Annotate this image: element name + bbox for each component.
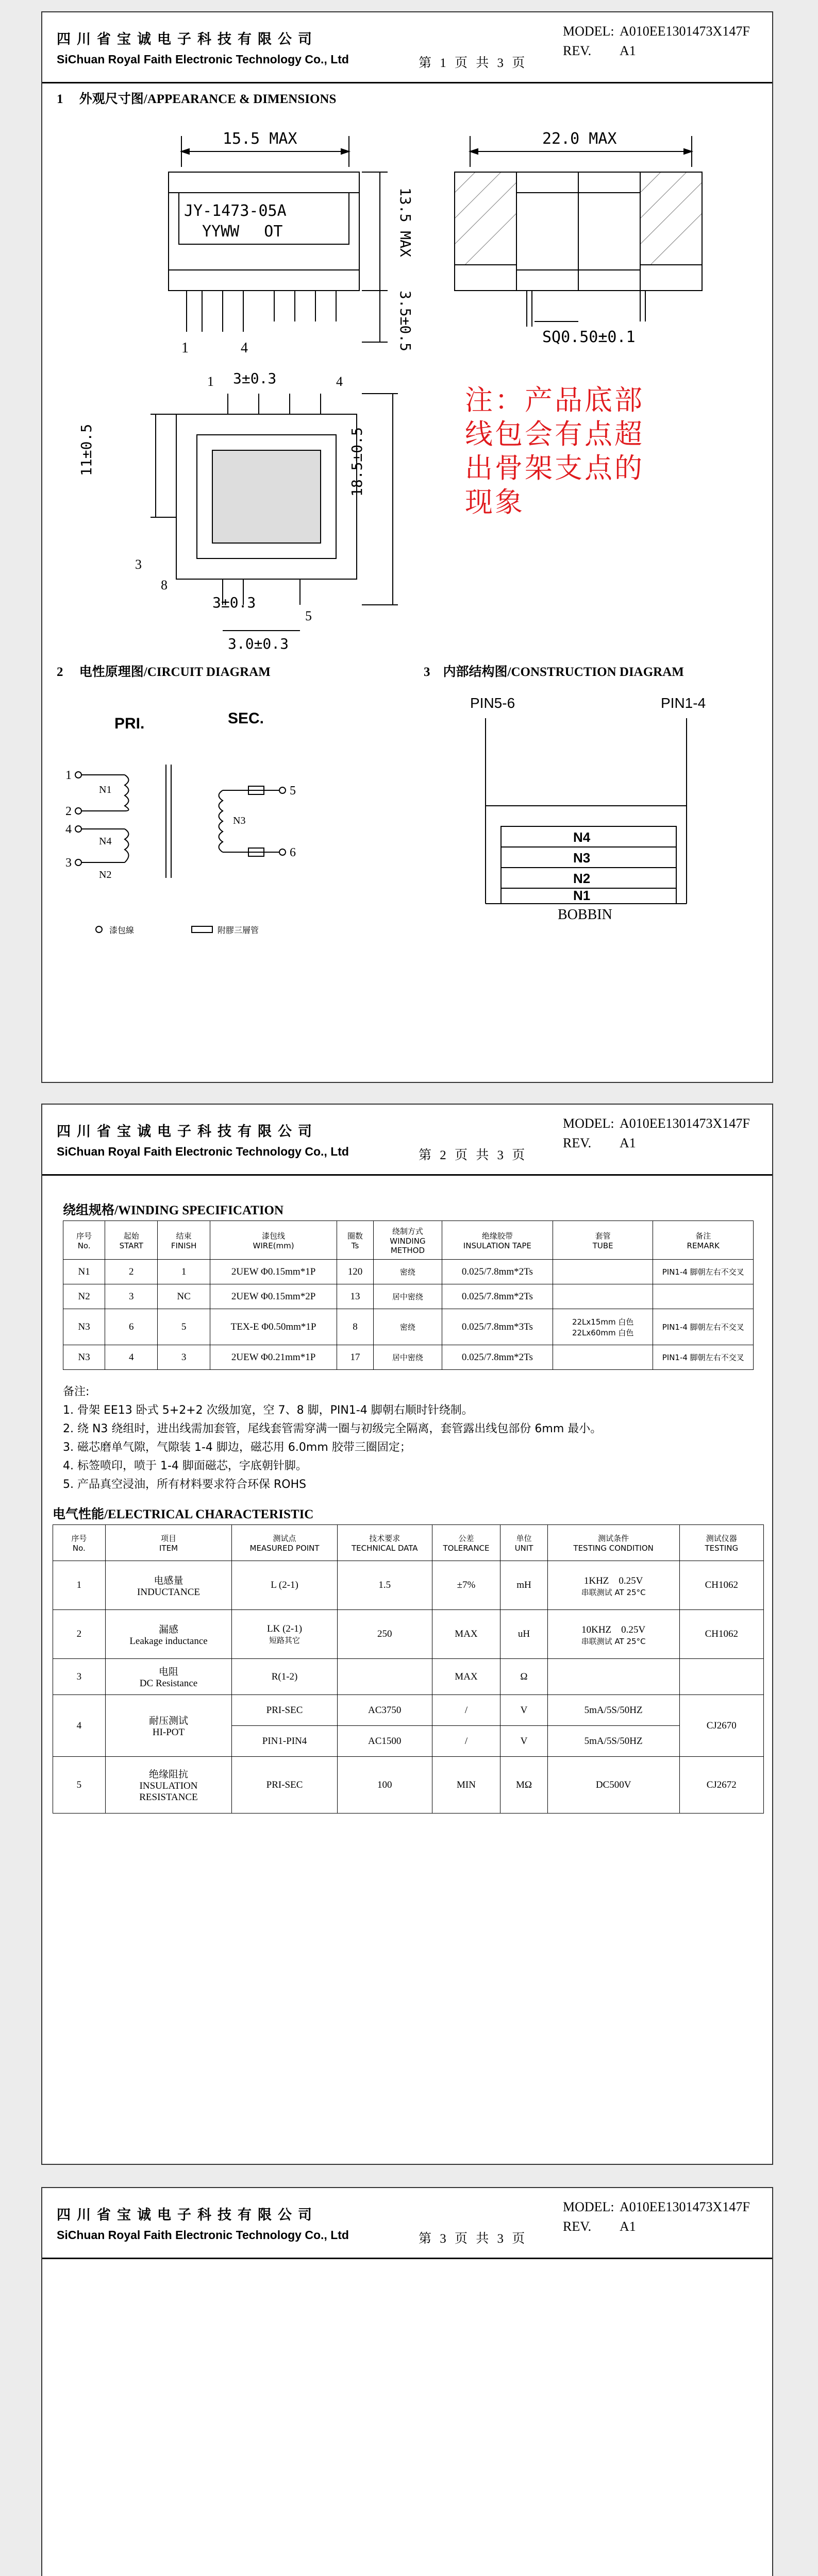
side-view-drawing <box>424 115 733 347</box>
bobbin-label: BOBBIN <box>558 907 612 923</box>
legend-tube: 附膠三層管 <box>218 926 259 935</box>
pin-2: 2 <box>65 805 72 818</box>
rev-value: A1 <box>620 1136 636 1150</box>
model-label: MODEL: <box>563 24 614 39</box>
model-value: A010EE1301473X147F <box>620 2199 750 2214</box>
table-header-row: 序号 No. 项目 ITEM 测试点 MEASURED POINT 技术要求 TECHNICAL DATA 公差 TOLERANCE 单位 UNIT 测试条件 TESTING CONDITION 测试仪器 TESTING <box>53 1525 764 1561</box>
model-block <box>563 1114 750 1153</box>
notes-block <box>63 1383 602 1494</box>
table-row: N2 3 NC 2UEW Φ0.15mm*2P 13 居中密绕 0.025/7.8mm*2Ts <box>63 1284 754 1309</box>
model-value: A010EE1301473X147F <box>620 1116 750 1131</box>
note-item: 3. 磁芯磨单气隙，气隙装 1-4 脚边，磁芯用 6.0mm 胶带三圈固定； <box>63 1441 411 1454</box>
section-title-dimensions: 1 外观尺寸图/APPEARANCE & DIMENSIONS <box>57 92 337 106</box>
winding-n4: N4 <box>99 836 112 847</box>
rev-label: REV. <box>563 2219 592 2234</box>
note-item: 4. 标签喷印，喷于 1-4 脚面磁芯，字底朝针脚。 <box>63 1460 307 1472</box>
table-row: N3 6 5 TEX-E Φ0.50mm*1P 8 密绕 0.025/7.8mm*3Ts 22Lx15mm 白色 22Lx60mm 白色 PIN1-4 脚朝左右不交叉 <box>63 1309 754 1345</box>
page-1 <box>41 11 773 1083</box>
pin-label-4: 4 <box>241 340 248 356</box>
model-block <box>563 22 750 61</box>
dim-3-c: 3.0±0.3 <box>228 635 289 652</box>
label-sec: SEC. <box>228 710 264 727</box>
note-item: 1. 骨架 EE13 卧式 5+2+2 次级加宽，空 7、8 脚，PIN1-4 脚朝右顺时针绕制。 <box>63 1404 473 1417</box>
pin-label-3b: 3 <box>135 557 142 572</box>
table-row: 1 电感量 INDUCTANCE L (2-1) 1.5 ±7% mH 1KHZ 0.25V 串联测试 AT 25°C CH1062 <box>53 1561 764 1610</box>
dim-15-5: 15.5 MAX <box>223 130 297 148</box>
dim-sq: SQ0.50±0.1 <box>542 328 636 346</box>
model-value: A010EE1301473X147F <box>620 24 750 39</box>
red-note: 注：产品底部线包会有点超出骨架支点的现象 <box>465 384 644 518</box>
electrical-table <box>53 1524 764 1814</box>
pin-6: 6 <box>290 846 296 859</box>
notes-title: 备注: <box>63 1385 90 1398</box>
layer-n1: N1 <box>573 888 591 903</box>
construction-diagram <box>465 687 733 924</box>
circuit-diagram <box>63 687 393 976</box>
pin-5-6: PIN5-6 <box>470 695 515 711</box>
company-name-en: SiChuan Royal Faith Electronic Technology Co., Ltd <box>57 53 349 66</box>
electrical-title: 电气性能/ELECTRICAL CHARACTERISTIC <box>53 1507 314 1521</box>
page-3 <box>41 2187 773 2576</box>
company-name-cn: 四川省宝诚电子科技有限公司 <box>57 31 318 47</box>
page-header <box>42 1105 772 1176</box>
company-name-cn: 四川省宝诚电子科技有限公司 <box>57 1124 318 1139</box>
table-row: N1 2 1 2UEW Φ0.15mm*1P 120 密绕 0.025/7.8mm*2Ts PIN1-4 脚朝左右不交叉 <box>63 1260 754 1284</box>
page-2 <box>41 1104 773 2165</box>
company-name-cn: 四川省宝诚电子科技有限公司 <box>57 2207 318 2223</box>
rev-label: REV. <box>563 43 592 58</box>
pin-label-8: 8 <box>161 578 168 592</box>
marking-line-1: JY-1473-05A <box>184 202 287 220</box>
bottom-view-drawing <box>78 363 444 652</box>
pin-1: 1 <box>65 769 72 782</box>
page-header <box>42 12 772 83</box>
table-row: 4 耐压测试 HI-POT PRI-SEC AC3750 / V 5mA/5S/50HZ CJ2670 <box>53 1695 764 1726</box>
model-block <box>563 2197 750 2236</box>
section-title-construction: 3 内部结构图/CONSTRUCTION DIAGRAM <box>424 665 684 679</box>
pin-label-1b: 1 <box>207 374 214 389</box>
pin-3: 3 <box>65 856 72 870</box>
page-header <box>42 2188 772 2259</box>
dim-18-5: 18.5±0.5 <box>348 427 365 497</box>
winding-n3: N3 <box>233 815 246 826</box>
dim-13-5: 13.5 MAX <box>397 188 414 257</box>
model-label: MODEL: <box>563 1116 614 1131</box>
dim-3-a: 3±0.3 <box>233 370 277 387</box>
pin-label-1: 1 <box>181 340 189 356</box>
pin-4: 4 <box>65 823 72 836</box>
winding-n1: N1 <box>99 784 112 795</box>
winding-table <box>63 1221 754 1370</box>
label-pri: PRI. <box>114 715 145 732</box>
pin-5: 5 <box>290 784 296 798</box>
model-label: MODEL: <box>563 2199 614 2214</box>
dim-11: 11±0.5 <box>78 423 95 476</box>
table-row: 5 绝缘阻抗 INSULATION RESISTANCE PRI-SEC 100 MIN MΩ DC500V CJ2672 <box>53 1757 764 1814</box>
winding-n2: N2 <box>99 869 112 880</box>
front-view-drawing <box>120 115 429 358</box>
dim-22: 22.0 MAX <box>542 130 617 148</box>
winding-spec-title: 绕组规格/WINDING SPECIFICATION <box>63 1204 284 1217</box>
pin-label-4b: 4 <box>336 374 343 389</box>
note-item: 5. 产品真空浸油，所有材料要求符合环保 ROHS <box>63 1478 307 1491</box>
table-header-row: 序号 No. 起始 START 结束 FINISH 漆包线 WIRE(mm) 圈数 Ts 绕制方式 WINDING METHOD 绝缘胶带 INSULATION TAPE 套管 TUBE 备注 REMARK <box>63 1221 754 1260</box>
company-name-en: SiChuan Royal Faith Electronic Technology Co., Ltd <box>57 1145 349 1158</box>
layer-n2: N2 <box>573 871 591 886</box>
legend-enamel: 漆包線 <box>109 926 135 935</box>
table-row: N3 4 3 2UEW Φ0.21mm*1P 17 居中密绕 0.025/7.8mm*2Ts PIN1-4 脚朝左右不交叉 <box>63 1345 754 1370</box>
rev-value: A1 <box>620 43 636 58</box>
note-item: 2. 绕 N3 绕组时，进出线需加套管，尾线套管需穿满一圈与初级完全隔离，套管露出线包部份 6mm 最小。 <box>63 1422 602 1435</box>
layer-n3: N3 <box>573 850 591 866</box>
table-row: 2 漏感 Leakage inductance LK (2-1) 短路其它 250 MAX uH 10KHZ 0.25V 串联测试 AT 25°C CH1062 <box>53 1610 764 1659</box>
company-name-en: SiChuan Royal Faith Electronic Technology Co., Ltd <box>57 2228 349 2242</box>
page-number: 第 2 页 共 3 页 <box>419 1148 528 1162</box>
pin-label-5: 5 <box>305 608 312 623</box>
dim-3-5: 3.5±0.5 <box>397 291 414 352</box>
table-row: PIN1-PIN4 AC1500 / V 5mA/5S/50HZ <box>53 1726 764 1757</box>
rev-value: A1 <box>620 2219 636 2234</box>
marking-line-2: YYWW OT <box>202 223 283 241</box>
dim-3-b: 3±0.3 <box>212 594 256 611</box>
pin-1-4: PIN1-4 <box>661 695 706 711</box>
layer-n4: N4 <box>573 829 591 845</box>
page-number: 第 1 页 共 3 页 <box>419 56 528 70</box>
table-row: 3 电阻 DC Resistance R(1-2) MAX Ω <box>53 1659 764 1695</box>
page-number: 第 3 页 共 3 页 <box>419 2232 528 2246</box>
section-title-circuit: 2 电性原理图/CIRCUIT DIAGRAM <box>57 665 271 679</box>
rev-label: REV. <box>563 1136 592 1150</box>
